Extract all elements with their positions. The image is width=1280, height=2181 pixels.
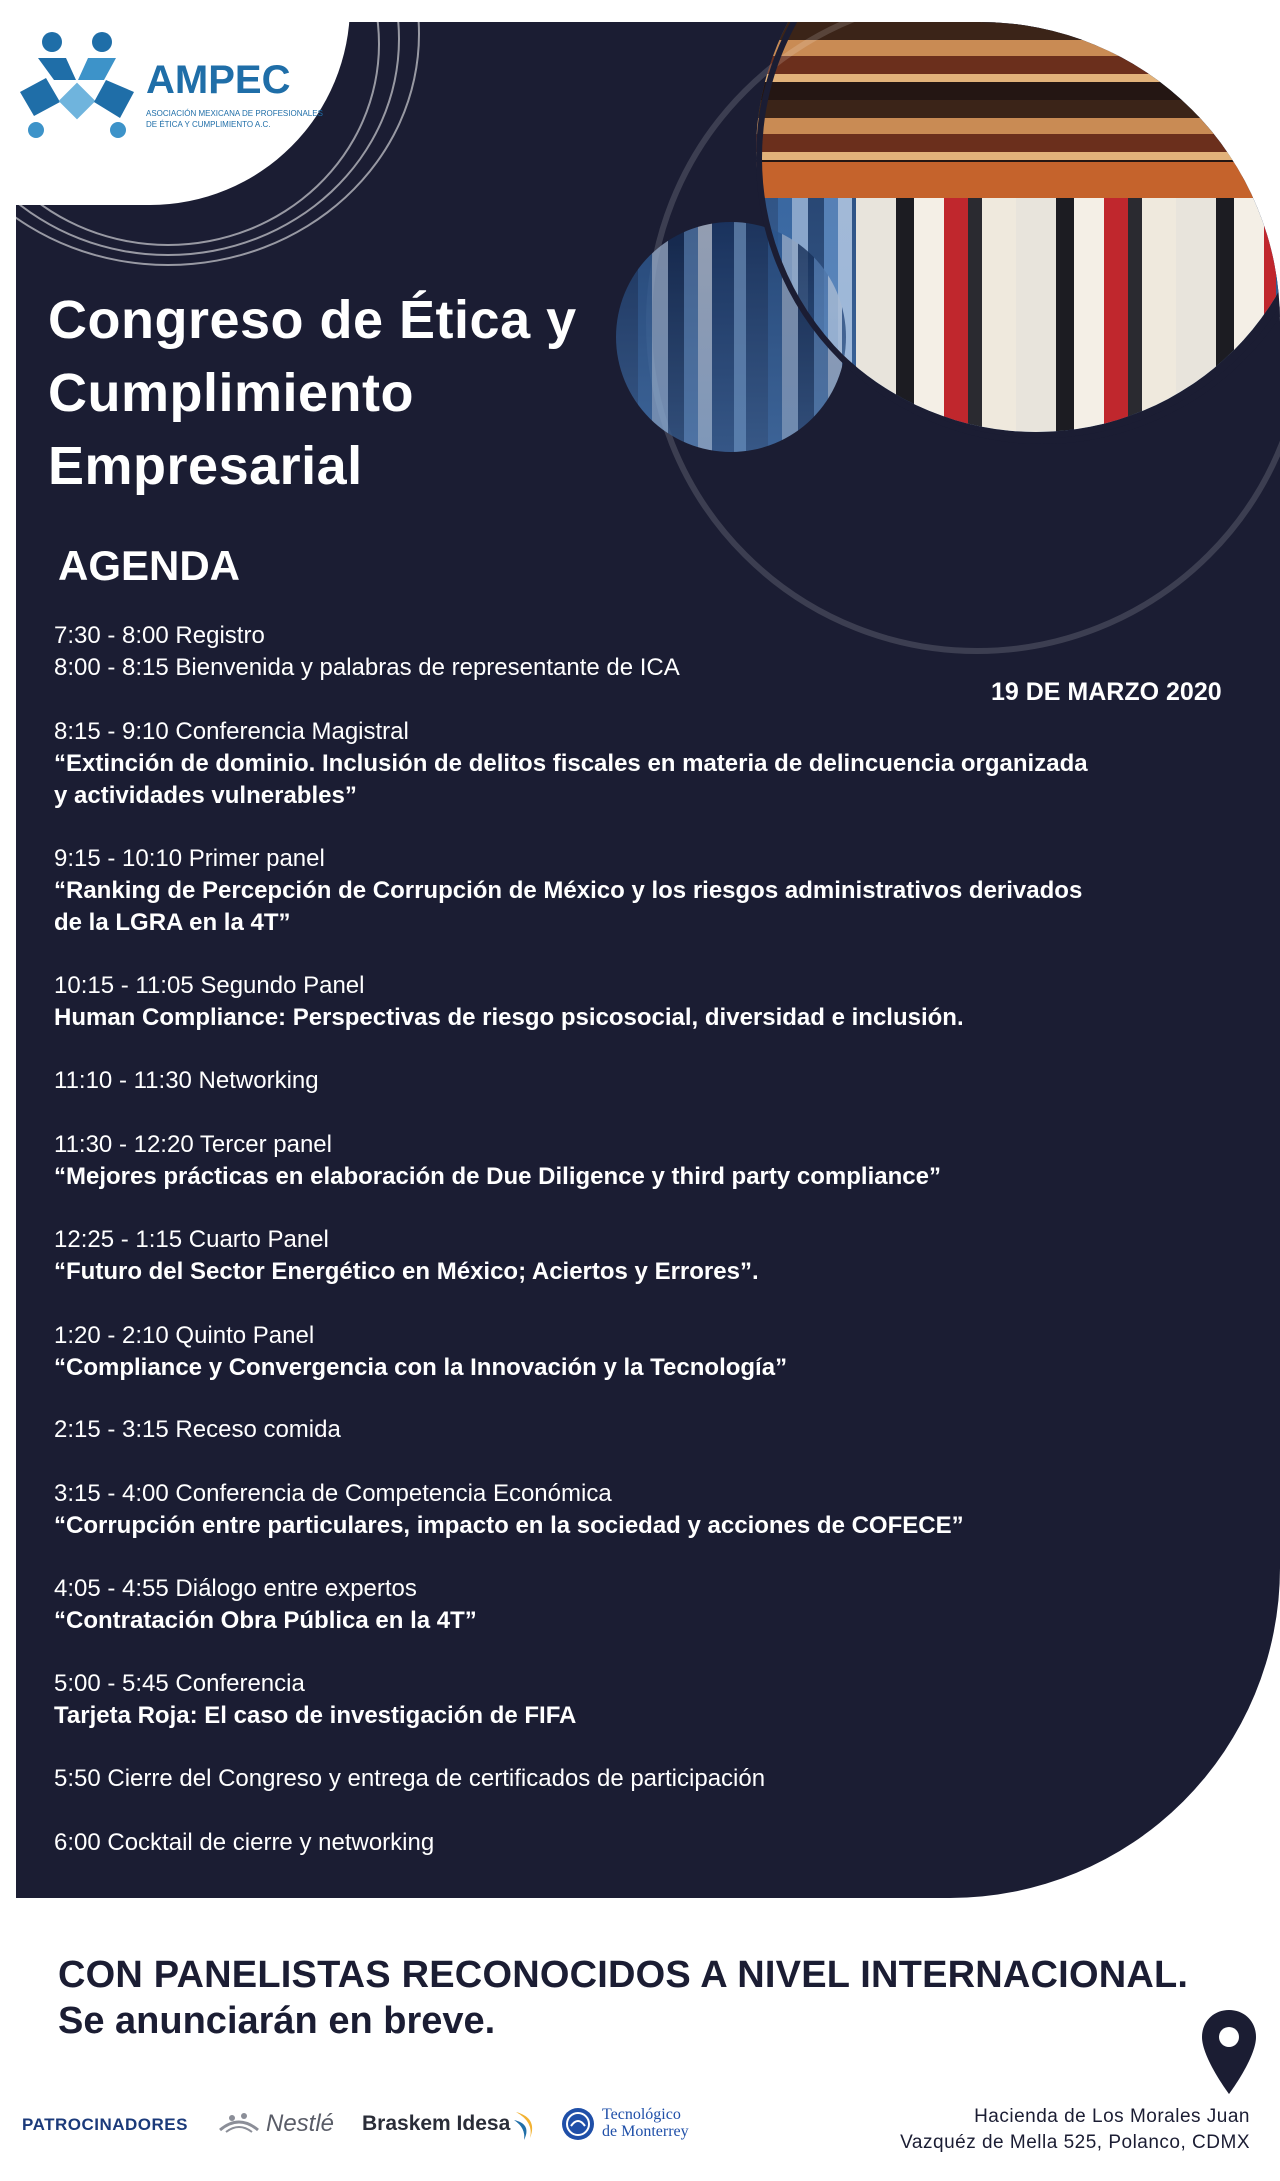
agenda-heading: AGENDA <box>58 542 241 589</box>
agenda-topic: “Corrupción entre particulares, impacto en la sociedad y acciones de COFECE” <box>54 1512 964 1539</box>
agenda-time: 6:00 Cocktail de cierre y networking <box>54 1829 435 1856</box>
agenda-time: 8:15 - 9:10 Conferencia Magistral <box>54 718 409 745</box>
panelists-subtext: Se anunciarán en breve. <box>58 2000 496 2042</box>
agenda-item <box>54 1065 1134 1097</box>
agenda-topic: “Ranking de Percepción de Corrupción de México y los riesgos administrativos derivados de la LGRA en la 4T” <box>54 877 1083 936</box>
agenda-item <box>54 1573 1134 1637</box>
agenda-item <box>54 970 1134 1034</box>
address-line: Hacienda de Los Morales Juan <box>974 2106 1250 2127</box>
braskem-swoosh-icon <box>512 2108 540 2142</box>
sponsor-tec <box>560 2104 720 2144</box>
venue-address <box>820 2104 1250 2156</box>
agenda-time: 11:30 - 12:20 Tercer panel <box>54 1131 332 1158</box>
sponsor-name: Braskem Idesa <box>362 2112 511 2135</box>
agenda-topic: “Compliance y Convergencia con la Innovación y la Tecnología” <box>54 1354 788 1381</box>
agenda-item <box>54 620 1134 684</box>
event-title <box>48 284 688 503</box>
address-line: Vazquéz de Mella 525, Polanco, CDMX <box>900 2132 1250 2153</box>
nestle-nest-icon <box>218 2108 260 2138</box>
agenda-time: 4:05 - 4:55 Diálogo entre expertos <box>54 1575 417 1602</box>
agenda-time: 3:15 - 4:00 Conferencia de Competencia Económica <box>54 1480 612 1507</box>
agenda-topic: Human Compliance: Perspectivas de riesgo psicosocial, diversidad e inclusión. <box>54 1004 964 1031</box>
tec-name <box>602 2106 689 2140</box>
agenda-item <box>54 1320 1134 1384</box>
logo-subtitle <box>146 108 323 130</box>
agenda-item <box>54 1129 1134 1193</box>
tec-monterrey-seal-icon <box>560 2106 596 2142</box>
tec-name-line: de Monterrey <box>602 2123 689 2140</box>
agenda-item <box>54 1763 1134 1795</box>
agenda-panel <box>16 22 1280 1898</box>
agenda-item <box>54 1224 1134 1288</box>
agenda-time: 9:15 - 10:10 Primer panel <box>54 845 325 872</box>
agenda-topic: Tarjeta Roja: El caso de investigación de FIFA <box>54 1702 577 1729</box>
agenda-time: 12:25 - 1:15 Cuarto Panel <box>54 1226 329 1253</box>
logo-name: AMPEC <box>146 58 291 102</box>
map-pin-icon <box>1199 2008 1259 2098</box>
sponsor-nestle <box>218 2106 338 2142</box>
agenda-topic: “Contratación Obra Pública en la 4T” <box>54 1607 477 1634</box>
panelists-banner: CON PANELISTAS RECONOCIDOS A NIVEL INTERNACIONAL. <box>58 1954 1189 1996</box>
agenda-item <box>54 716 1134 812</box>
agenda-topic: “Extinción de dominio. Inclusión de delitos fiscales en materia de delincuencia organizada y actividades vulnerables” <box>54 750 1088 809</box>
title-line: Empresarial <box>48 436 363 496</box>
title-line: Congreso de Ética y <box>48 290 577 350</box>
tec-name-line: Tecnológico <box>602 2106 681 2123</box>
sponsor-name: Nestlé <box>266 2110 335 2137</box>
logo-subtitle-line: ASOCIACIÓN MEXICANA DE PROFESIONALES <box>146 109 323 118</box>
agenda-topic: “Futuro del Sector Energético en México; Aciertos y Errores”. <box>54 1258 759 1285</box>
sponsor-braskem <box>362 2108 542 2144</box>
agenda-item <box>54 1414 1134 1446</box>
agenda-time: 11:10 - 11:30 Networking <box>54 1067 319 1094</box>
agenda-time: 7:30 - 8:00 Registro 8:00 - 8:15 Bienvenida y palabras de representante de ICA <box>54 622 680 681</box>
event-date: 19 DE MARZO 2020 <box>991 678 1222 706</box>
ampec-logo-icon <box>16 30 138 140</box>
agenda-time: 2:15 - 3:15 Receso comida <box>54 1416 341 1443</box>
title-line: Cumplimiento <box>48 363 414 423</box>
agenda-time: 10:15 - 11:05 Segundo Panel <box>54 972 365 999</box>
agenda-item <box>54 1478 1134 1542</box>
sponsors-label: PATROCINADORES <box>22 2115 188 2134</box>
agenda-topic: “Mejores prácticas en elaboración de Due Diligence y third party compliance” <box>54 1163 941 1190</box>
agenda-time: 1:20 - 2:10 Quinto Panel <box>54 1322 315 1349</box>
agenda-time: 5:50 Cierre del Congreso y entrega de certificados de participación <box>54 1765 766 1792</box>
agenda-item <box>54 843 1134 939</box>
agenda-time: 5:00 - 5:45 Conferencia <box>54 1670 305 1697</box>
logo-subtitle-line: DE ÉTICA Y CUMPLIMIENTO A.C. <box>146 120 271 129</box>
agenda-item <box>54 1668 1134 1732</box>
agenda-item <box>54 1827 1134 1859</box>
